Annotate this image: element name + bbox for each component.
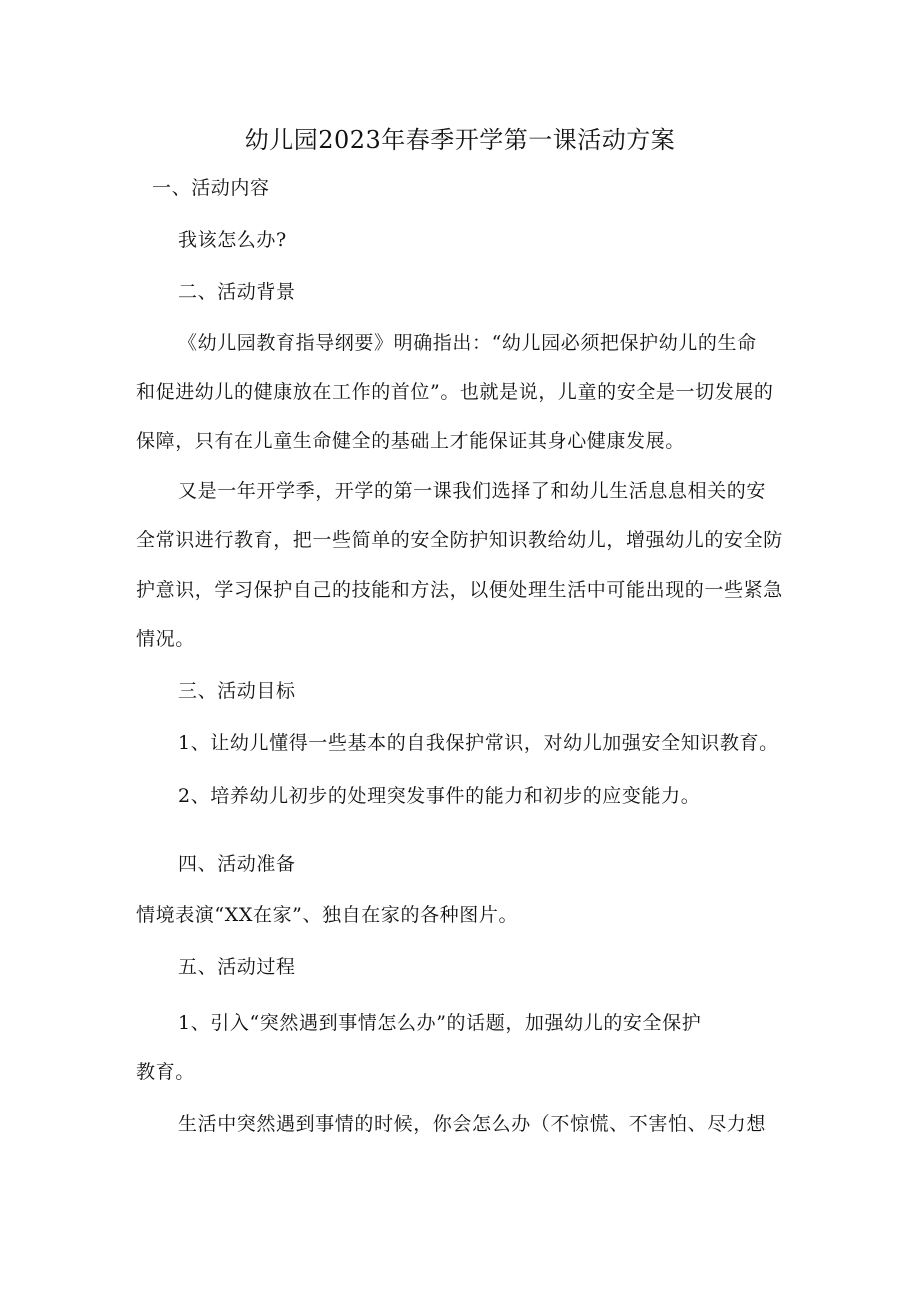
section-heading-process: 五、活动过程 [178, 956, 296, 978]
goal-item: 1、让幼儿懂得一些基本的自我保护常识，对幼儿加强安全知识教育。 [178, 732, 779, 754]
paragraph-line: 和促进幼儿的健康放在工作的首位”。也就是说，儿童的安全是一切发展的 [136, 381, 774, 403]
paragraph-line: 护意识，学习保护自己的技能和方法，以便处理生活中可能出现的一些紧急 [136, 579, 783, 601]
paragraph-line: 情况。 [136, 628, 195, 650]
section-heading-content: 一、活动内容 [152, 177, 270, 199]
document-title: 幼儿园2023年春季开学第一课活动方案 [244, 126, 676, 154]
section-heading-goals: 三、活动目标 [178, 680, 296, 702]
goal-item: 2、培养幼儿初步的处理突发事件的能力和初步的应变能力。 [178, 785, 701, 807]
process-step: 教育。 [136, 1061, 195, 1083]
section-heading-background: 二、活动背景 [178, 281, 296, 303]
paragraph-line: 保障，只有在儿童生命健全的基础上才能保证其身心健康发展。 [136, 430, 685, 452]
section-text-content: 我该怎么办? [178, 229, 287, 251]
section-text-preparation: 情境表演“XX在家”、独自在家的各种图片。 [136, 904, 519, 926]
process-step: 1、引入“突然遇到事情怎么办”的话题，加强幼儿的安全保护 [178, 1012, 702, 1034]
paragraph-line: 又是一年开学季，开学的第一课我们选择了和幼儿生活息息相关的安 [178, 480, 767, 502]
paragraph-line: 全常识进行教育，把一些简单的安全防护知识教给幼儿，增强幼儿的安全防 [136, 529, 783, 551]
paragraph-line: 《幼儿园教育指导纲要》明确指出：“幼儿园必须把保护幼儿的生命 [178, 332, 757, 354]
section-heading-preparation: 四、活动准备 [178, 853, 296, 875]
paragraph-line: 生活中突然遇到事情的时候，你会怎么办（不惊慌、不害怕、尽力想 [178, 1113, 767, 1135]
